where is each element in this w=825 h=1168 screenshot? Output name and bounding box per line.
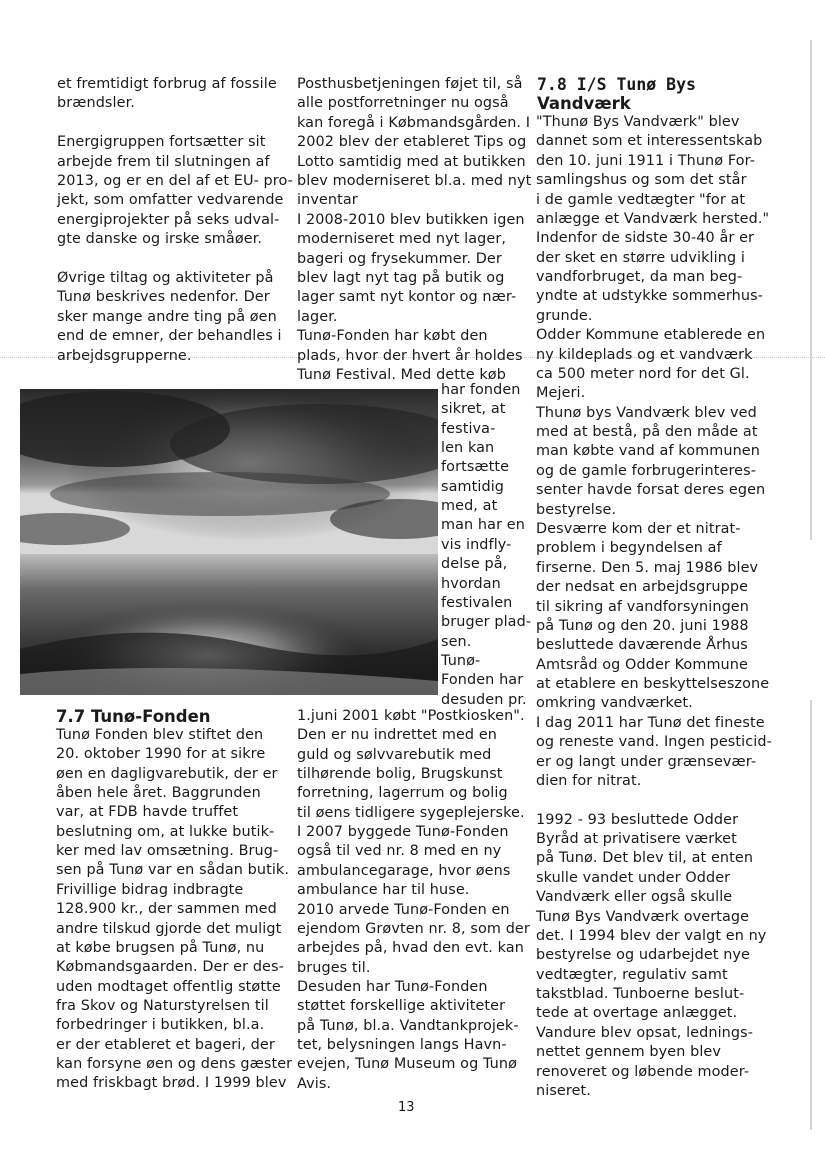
text-line: Øvrige tiltag og aktiviteter på <box>57 270 274 286</box>
text-line: at købe brugsen på Tunø, nu <box>56 939 265 956</box>
text-line: Tunø beskrives nedenfor. Der <box>57 289 270 306</box>
text-line: brændsler. <box>57 95 135 112</box>
text-line: ca 500 meter nord for det Gl. <box>536 365 750 382</box>
text-line: festivalen <box>441 594 513 611</box>
text-line: 2002 blev der etableret Tips og <box>297 134 527 151</box>
text-line: at etablere en beskyttelseszone <box>536 676 770 693</box>
text-line: åben hele året. Baggrunden <box>56 785 261 802</box>
text-line: guld og sølvvarebutik med <box>297 746 492 763</box>
text-line: renoveret og løbende moder- <box>536 1063 750 1080</box>
text-line: firserne. Den 5. maj 1986 blev <box>536 559 759 576</box>
section-heading-7-8-line2: Vandværk <box>537 94 631 113</box>
text-line: bruges til. <box>297 959 371 976</box>
text-line: bageri og frysekummer. Der <box>297 250 502 267</box>
text-line: grunde. <box>536 307 593 324</box>
text-line: der sket en større udvikling i <box>536 249 745 266</box>
text-line: blev lagt nyt tag på butik og <box>297 270 505 286</box>
text-line: blev moderniseret bl.a. med nyt <box>297 173 532 189</box>
text-line: sen på Tunø var en sådan butik. <box>56 862 290 879</box>
text-line: sen. <box>441 633 472 650</box>
text-line: Tunø- <box>441 652 481 669</box>
text-line: evejen, Tunø Museum og Tunø <box>297 1056 518 1073</box>
text-line: energiprojekter på seks udval- <box>57 211 280 228</box>
section-heading-7-7: 7.7 Tunø-Fonden <box>56 707 211 726</box>
text-line: man købte vand af kommunen <box>536 443 760 460</box>
text-line: I dag 2011 har Tunø det fineste <box>536 714 765 731</box>
text-line: Posthusbetjeningen føjet til, så <box>297 76 523 92</box>
text-line: et fremtidigt forbrug af fossile <box>57 76 277 92</box>
text-line: Frivillige bidrag indbragte <box>56 881 244 898</box>
text-line: kan foregå i Købmandsgården. I <box>297 114 531 131</box>
text-line: Tunø-Fonden har købt den <box>297 328 488 345</box>
text-line: 1.juni 2001 købt "Postkiosken". <box>297 708 525 724</box>
text-line: nettet gennem byen blev <box>536 1044 722 1061</box>
text-line: Fonden har <box>441 672 524 689</box>
text-line: Desuden har Tunø-Fonden <box>297 978 488 995</box>
text-line: gte danske og irske småøer. <box>57 231 263 248</box>
text-line: man har en <box>441 517 525 534</box>
text-line: på Tunø og den 20. juni 1988 <box>536 617 749 634</box>
text-line: Den er nu indrettet med en <box>297 727 498 744</box>
text-line: lager samt nyt kontor og nær- <box>297 289 517 306</box>
text-line: beslutning om, at lukke butik- <box>56 823 275 840</box>
text-line: i de gamle vedtægter "for at <box>536 191 746 208</box>
text-line: besluttede daværende Århus <box>536 637 748 654</box>
text-line: samtidig <box>441 478 505 495</box>
text-line: ambulance har til huse. <box>297 882 470 899</box>
text-line: har fonden <box>441 382 521 398</box>
text-line: Mejeri. <box>536 385 586 402</box>
text-line: skulle vandet under Odder <box>536 869 731 886</box>
text-line: plads, hvor der hvert år holdes <box>297 347 523 364</box>
text-line: bruger plad- <box>441 614 532 631</box>
text-line: tet, belysningen langs Havn- <box>297 1036 507 1053</box>
text-line: omkring vandværket. <box>536 695 693 712</box>
text-line: Odder Kommune etablerede en <box>536 327 766 344</box>
sea-sunset-photo <box>20 389 438 695</box>
text-line: og de gamle forbrugerinteres- <box>536 462 756 479</box>
text-line: 128.900 kr., der sammen med <box>56 901 277 918</box>
text-line: også til ved nr. 8 med en ny <box>297 843 502 860</box>
text-line: med friskbagt brød. I 1999 blev <box>56 1075 287 1092</box>
text-line: er og langt under grænsevær- <box>536 753 757 770</box>
scan-edge-shadow <box>810 40 812 540</box>
text-line: I 2008-2010 blev butikken igen <box>297 211 525 228</box>
text-line: Vandure blev opsat, lednings- <box>536 1024 754 1041</box>
text-line: Amtsråd og Odder Kommune <box>536 656 748 673</box>
text-line: kan forsyne øen og dens gæster <box>56 1055 293 1072</box>
text-line: Tunø Fonden blev stiftet den <box>56 727 264 743</box>
text-line: på Tunø. Det blev til, at enten <box>536 850 754 867</box>
text-line: ambulancegarage, hvor øens <box>297 862 511 879</box>
text-line: takstblad. Tunboerne beslut- <box>536 986 745 1003</box>
text-line: vedtægter, regulativ samt <box>536 966 728 983</box>
text-line: Tunø Festival. Med dette køb <box>297 367 506 383</box>
text-line: end de emner, der behandles i <box>57 328 282 345</box>
text-line: Energigruppen fortsætter sit <box>57 134 266 151</box>
text-line: forbedringer i butikken, bl.a. <box>56 1017 265 1034</box>
text-line: Vandværk eller også skulle <box>536 889 733 906</box>
text-line: støttet forskellige aktiviteter <box>297 998 506 1015</box>
text-line: den 10. juni 1911 i Thunø For- <box>536 152 756 169</box>
text-line: I 2007 byggede Tunø-Fonden <box>297 824 509 841</box>
text-line: bestyrelse. <box>536 501 617 518</box>
text-line: til øens tidligere sygeplejerske. <box>297 804 525 821</box>
text-line: Byråd at privatisere værket <box>536 831 737 848</box>
text-line: med, at <box>441 498 498 515</box>
text-line: bestyrelse og udarbejdet nye <box>536 947 751 964</box>
text-line: alle postforretninger nu også <box>297 95 509 112</box>
text-line: Thunø bys Vandværk blev ved <box>536 404 757 421</box>
text-line: det. I 1994 blev der valgt en ny <box>536 927 767 944</box>
text-line: desuden pr. <box>441 691 527 708</box>
text-line: arbejdsgrupperne. <box>57 347 192 364</box>
text-line: dannet som et interessentskab <box>536 133 763 150</box>
text-line: anlægge et Vandværk hersted." <box>536 210 770 227</box>
text-line: delse på, <box>441 556 508 573</box>
text-line: festiva- <box>441 420 496 437</box>
text-line: ejendom Grøvten nr. 8, som der <box>297 920 530 937</box>
text-line: lager. <box>297 308 338 325</box>
scan-edge-shadow <box>810 700 812 1130</box>
text-line: forretning, lagerrum og bolig <box>297 785 508 802</box>
text-line: 1992 - 93 besluttede Odder <box>536 811 739 828</box>
text-line: fortsætte <box>441 459 510 476</box>
text-line: ny kildeplads og et vandværk <box>536 346 753 363</box>
text-line: ker med lav omsætning. Brug- <box>56 843 279 860</box>
sea-sunset-image <box>20 389 438 695</box>
text-line: der nedsat en arbejdsgruppe <box>536 579 749 596</box>
text-line: Lotto samtidig med at butikken <box>297 153 526 170</box>
text-line: hvordan <box>441 575 501 592</box>
text-line: fra Skov og Naturstyrelsen til <box>56 997 269 1014</box>
text-line: Desværre kom der et nitrat- <box>536 520 741 537</box>
text-line: er der etableret et bageri, der <box>56 1036 275 1053</box>
text-line: 20. oktober 1990 for at sikre <box>56 746 266 763</box>
text-line: øen en dagligvarebutik, der er <box>56 765 278 782</box>
text-line: yndte at udstykke sommerhus- <box>536 288 763 305</box>
text-line: Avis. <box>297 1075 332 1092</box>
text-line: senter havde forsat deres egen <box>536 482 766 499</box>
text-line: sikret, at <box>441 401 506 418</box>
text-line: 2010 arvede Tunø-Fonden en <box>297 901 510 918</box>
text-line: med at bestå, på den måde at <box>536 424 758 441</box>
text-line: og reneste vand. Ingen pesticid- <box>536 734 772 751</box>
text-line: arbejdes på, hvad den evt. kan <box>297 940 524 957</box>
text-line: "Thunø Bys Vandværk" blev <box>536 114 740 130</box>
text-line: andre tilskud gjorde det muligt <box>56 920 282 937</box>
text-line: Købmandsgaarden. Der er des- <box>56 959 284 976</box>
text-line: var, at FDB havde truffet <box>56 804 239 821</box>
text-line: inventar <box>297 192 358 209</box>
text-line: tilhørende bolig, Brugskunst <box>297 766 503 783</box>
text-line: samlingshus og som det står <box>536 172 747 189</box>
text-line: på Tunø, bl.a. Vandtankprojek- <box>297 1017 519 1034</box>
section-heading-7-8-line1: 7.8 I/S Tunø Bys <box>537 75 696 94</box>
page-number: 13 <box>398 1100 415 1115</box>
text-line: problem i begyndelsen af <box>536 540 722 557</box>
text-line: uden modtaget offentlig støtte <box>56 978 281 995</box>
text-line: len kan <box>441 440 495 457</box>
text-line: arbejde frem til slutningen af <box>57 153 270 170</box>
text-line: sker mange andre ting på øen <box>57 308 277 325</box>
text-line: moderniseret med nyt lager, <box>297 231 507 248</box>
text-line: Tunø Bys Vandværk overtage <box>536 908 750 925</box>
text-line: Indenfor de sidste 30-40 år er <box>536 230 755 247</box>
text-line: jekt, som omfatter vedvarende <box>57 192 284 209</box>
text-line: dien for nitrat. <box>536 772 642 789</box>
text-line: vandforbruget, da man beg- <box>536 269 743 286</box>
text-line: niseret. <box>536 1083 591 1099</box>
text-line: vis indfly- <box>441 536 512 553</box>
text-line: tede at overtage anlægget. <box>536 1005 738 1022</box>
text-line: til sikring af vandforsyningen <box>536 598 749 615</box>
text-line: 2013, og er en del af et EU- pro- <box>57 173 293 189</box>
